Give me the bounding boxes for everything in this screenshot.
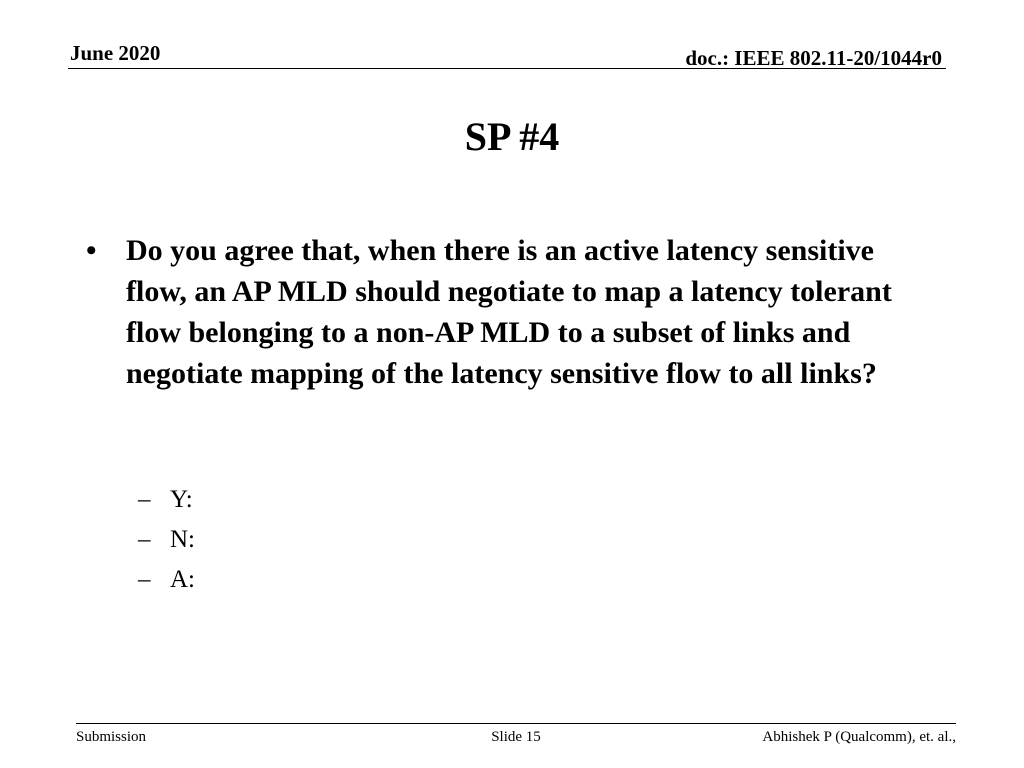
dash-marker: –	[138, 566, 151, 593]
option-no	[138, 520, 438, 560]
header-divider	[68, 68, 946, 69]
option-yes	[138, 480, 438, 520]
option-label: A:	[170, 566, 195, 593]
dash-marker: –	[138, 526, 151, 553]
header-date: June 2020	[70, 41, 161, 65]
option-abstain	[138, 560, 438, 600]
slide-title: SP #4	[464, 114, 560, 159]
option-label: N:	[170, 526, 195, 553]
footer-divider	[76, 723, 956, 724]
bullet-row	[86, 230, 936, 394]
bullet-marker: •	[86, 234, 97, 267]
footer-submission: Submission	[76, 729, 147, 745]
answer-options	[138, 480, 438, 600]
dash-marker: –	[138, 486, 151, 513]
question-text: Do you agree that, when there is an active latency sensitive flow, an AP MLD should negotiate to map a latency tolerant flow belonging to a non-AP MLD to a subset of links and negotiate mapping of the latency sensitive flow to all links?	[126, 234, 892, 390]
header-doc-id: doc.: IEEE 802.11-20/1044r0	[685, 46, 942, 70]
footer-author: Abhishek P (Qualcomm), et. al.,	[762, 729, 956, 745]
question-bullet	[86, 230, 936, 394]
option-label: Y:	[170, 486, 193, 513]
footer-slide-number: Slide 15	[491, 729, 541, 745]
